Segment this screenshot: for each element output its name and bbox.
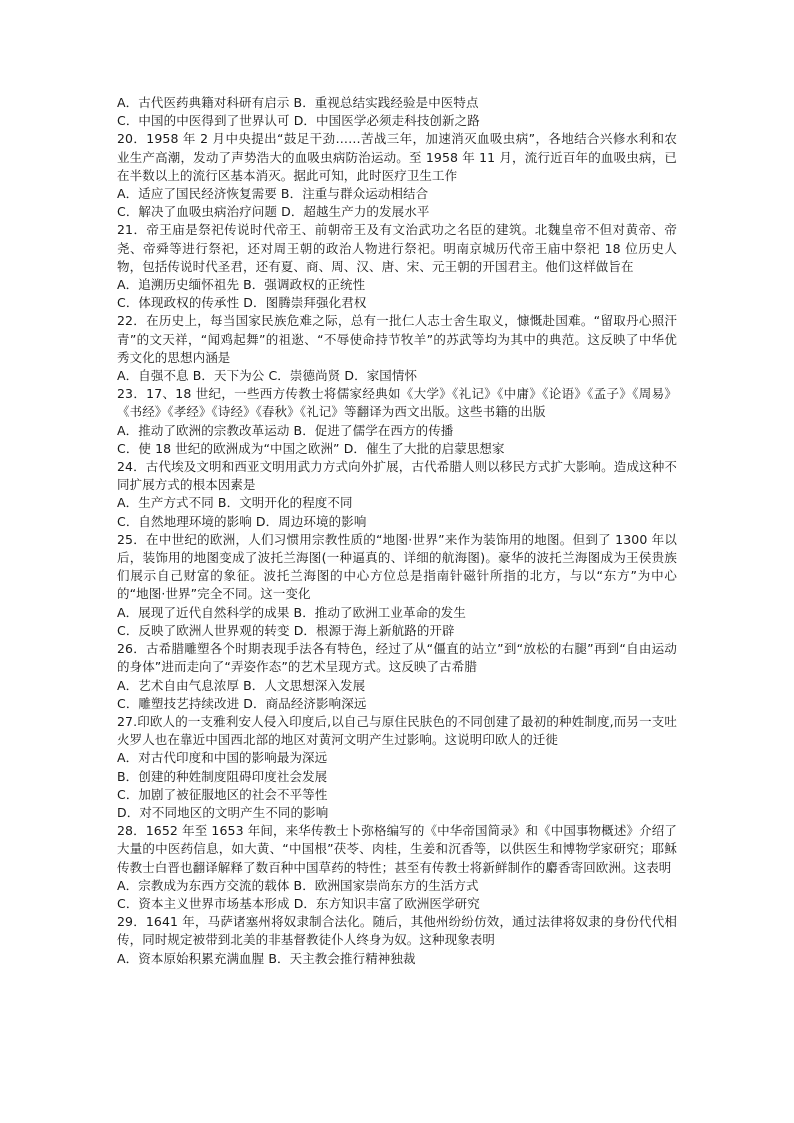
answer-options: C．中国的中医得到了世界认可 D．中国医学必须走科技创新之路 xyxy=(117,113,480,129)
question-stem: 20．1958 年 2 月中央提出“鼓足干劲……苦战三年，加速消灭血吸虫病”，各地结合兴修水利和农业生产高潮，发动了声势浩大的血吸虫病防治运动。至 1958 年 11 月，流行近百年的血吸虫病，已在半数以上的流行区基本消灭。据此可知，此时医疗卫生工作 xyxy=(117,131,677,183)
answer-options: A．适应了国民经济恢复需要 B．注重与群众运动相结合 xyxy=(117,186,429,202)
answer-options: C．反映了欧洲人世界观的转变 D．根源于海上新航路的开辟 xyxy=(117,622,455,638)
answer-options: C．使 18 世纪的欧洲成为“中国之欧洲” D．催生了大批的启蒙思想家 xyxy=(117,440,505,456)
question-stem: 29．1641 年，马萨诸塞州将奴隶制合法化。随后，其他州纷纷仿效，通过法律将奴隶的身份代代相传，同时规定被带到北美的非基督教徒仆人终身为奴。这种现象表明 xyxy=(117,914,677,948)
exam-page xyxy=(117,94,677,968)
answer-options: A．宗教成为东西方交流的载体 B．欧洲国家崇尚东方的生活方式 xyxy=(117,877,479,893)
answer-options: D．对不同地区的文明产生不同的影响 xyxy=(117,804,329,820)
question-stem: 28．1652 年至 1653 年间，来华传教士卜弥格编写的《中华帝国简录》和《中国事物概述》介绍了大量的中医药信息，如大黄、“中国根”茯苓、肉桂，生姜和沉香等，以供医生和博物学家研究；耶稣传教士白晋也翻译解释了数百种中国草药的特性；甚至有传教士将新鲜制作的麝香寄回欧洲。这表明 xyxy=(117,823,677,875)
answer-options: C．体现政权的传承性 D．图腾崇拜强化君权 xyxy=(117,295,367,311)
answer-options: C．解决了血吸虫病治疗问题 D．超越生产力的发展水平 xyxy=(117,204,430,220)
question-stem: 22．在历史上，每当国家民族危难之际，总有一批仁人志士舍生取义，慷慨赴国难。“留取丹心照汗青”的文天祥，“闻鸡起舞”的祖逖、“不辱使命持节牧羊”的苏武等均为其中的典范。这反映了中华优秀文化的思想内涵是 xyxy=(117,313,677,365)
question-stem: 25．在中世纪的欧洲，人们习惯用宗教性质的“地图·世界”来作为装饰用的地图。但到了 1300 年以后，装饰用的地图变成了波托兰海图(一种逼真的、详细的航海图)。豪华的波托兰海图成为王侯贵族们展示自己财富的象征。波托兰海图的中心方位总是指南针磁针所指的北方，与以“东方”为中心的“地图·世界”完全不同。这一变化 xyxy=(117,531,677,602)
question-stem: 26．古希腊雕塑各个时期表现手法各有特色，经过了从“僵直的站立”到“放松的右腿”再到“自由运动的身体”进而走向了“弄姿作态”的艺术呈现方式。这反映了古希腊 xyxy=(117,641,677,675)
answer-options: A．艺术自由气息浓厚 B．人文思想深入发展 xyxy=(117,677,366,693)
answer-options: A．资本原始积累充满血腥 B．天主教会推行精神独裁 xyxy=(117,950,416,966)
question-stem: 23．17、18 世纪，一些西方传教士将儒家经典如《大学》《礼记》《中庸》《论语》《孟子》《周易》《书经》《孝经》《诗经》《春秋》《礼记》等翻译为西文出版。这些书籍的出版 xyxy=(117,386,677,420)
answer-options: A．古代医药典籍对科研有启示 B．重视总结实践经验是中医特点 xyxy=(117,95,479,110)
answer-options: A．追溯历史缅怀祖先 B．强调政权的正统性 xyxy=(117,277,366,293)
question-stem: 27.印欧人的一支雅利安人侵入印度后,以自己与原住民肤色的不同创建了最初的种姓制度,而另一支吐火罗人也在靠近中国西北部的地区对黄河文明产生过影响。这说明印欧人的迁徙 xyxy=(117,713,677,748)
answer-options: A．生产方式不同 B．文明开化的程度不同 xyxy=(117,495,353,511)
answer-options: C．自然地理环境的影响 D．周边环境的影响 xyxy=(117,513,367,529)
answer-options: A．展现了近代自然科学的成果 B．推动了欧洲工业革命的发生 xyxy=(117,604,467,620)
answer-options: C．加剧了被征服地区的社会不平等性 xyxy=(117,786,328,802)
answer-options: A．对古代印度和中国的影响最为深远 xyxy=(117,750,328,766)
answer-options: B．创建的种姓制度阻碍印度社会发展 xyxy=(117,768,328,784)
question-stem: 24．古代埃及文明和西亚文明用武力方式向外扩展，古代希腊人则以移民方式扩大影响。造成这种不同扩展方式的根本因素是 xyxy=(117,459,677,493)
answer-options: C．资本主义世界市场基本形成 D．东方知识丰富了欧洲医学研究 xyxy=(117,895,480,911)
question-stem: 21．帝王庙是祭祀传说时代帝王、前朝帝王及有文治武功之名臣的建筑。北魏皇帝不但对黄帝、帝尧、帝舜等进行祭祀，还对周王朝的政治人物进行祭祀。明南京城历代帝王庙中祭祀 18 位历史人物，包括传说时代圣君，还有夏、商、周、汉、唐、宋、元王朝的开国君主。他们这样做旨在 xyxy=(117,222,677,274)
answer-options: A．推动了欧洲的宗教改革运动 B．促进了儒学在西方的传播 xyxy=(117,422,454,438)
answer-options: A．自强不息 B．天下为公 C．崇德尚贤 D．家国情怀 xyxy=(117,368,418,384)
answer-options: C．雕塑技艺持续改进 D．商品经济影响深远 xyxy=(117,695,367,711)
